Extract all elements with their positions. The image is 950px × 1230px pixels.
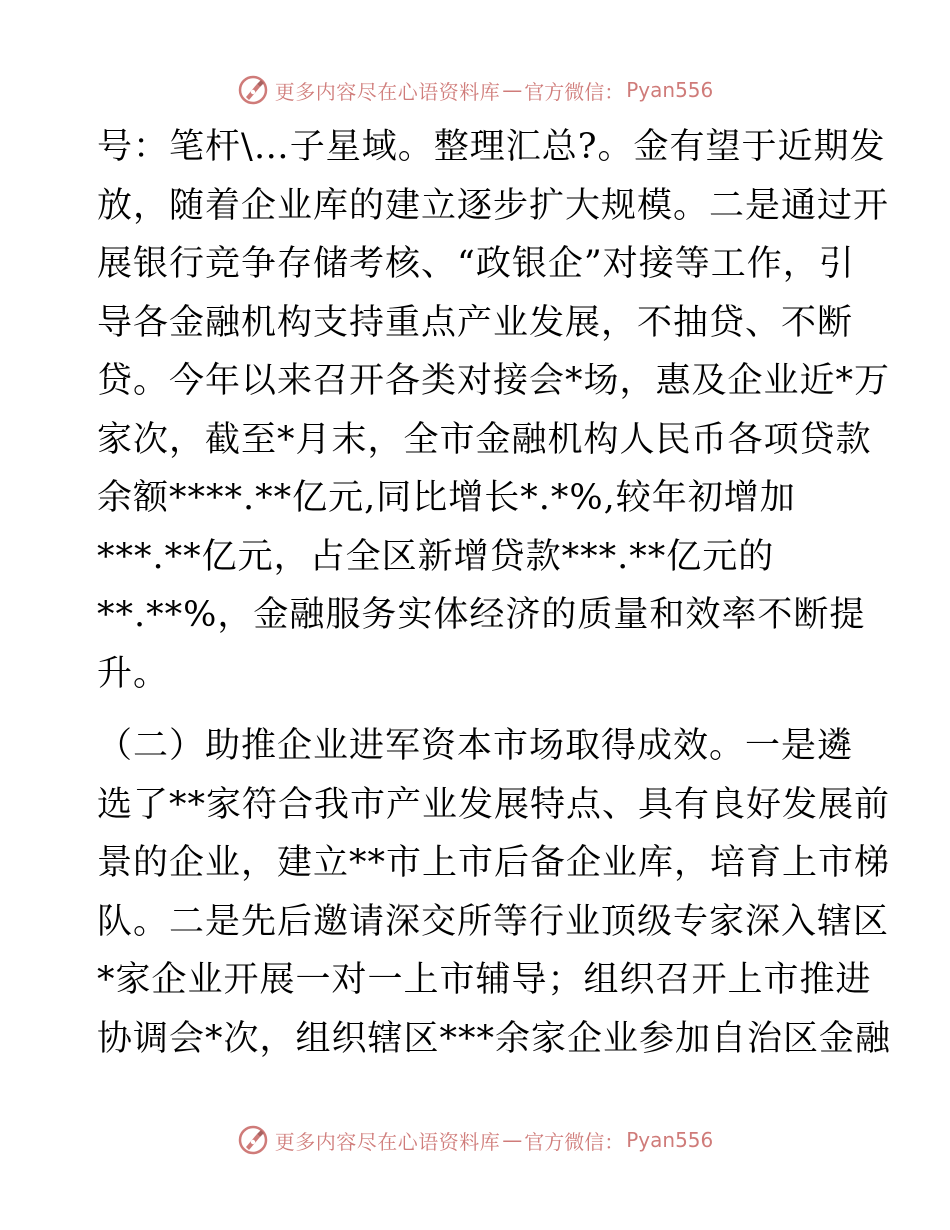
text-line: 景的企业，建立**市上市后备企业库，培育上市梯	[97, 843, 891, 883]
text-line: 余额****.**亿元,同比增长*.*%,较年初增加	[97, 478, 796, 518]
paragraph-2	[97, 717, 892, 1068]
text-line: 贷。今年以来召开各类对接会*场，惠及企业近*万	[97, 361, 891, 401]
pen-logo-icon	[237, 74, 269, 106]
text-line: （二）助推企业进军资本市场取得成效。一是遴	[97, 726, 854, 766]
document-body	[97, 118, 892, 1068]
watermark-separator: —	[502, 78, 523, 102]
watermark-separator: —	[502, 1128, 523, 1152]
text-line: 协调会*次，组织辖区***余家企业参加自治区金融	[97, 1018, 892, 1059]
text-line: 家次，截至*月末，全市金融机构人民币各项贷款	[97, 419, 872, 460]
text-line: 放，随着企业库的建立逐步扩大规模。二是通过开	[97, 185, 890, 226]
text-line: **.**%，金融服务实体经济的质量和效率不断提	[97, 595, 866, 635]
text-line: ***.**亿元，占全区新增贷款***.**亿元的	[97, 536, 775, 577]
text-line: 导各金融机构支持重点产业发展，不抽贷、不断	[97, 302, 854, 343]
text-line: 队。二是先后邀请深交所等行业顶级专家深入辖区	[97, 901, 890, 942]
text-line: 升。	[97, 653, 170, 694]
text-line: *家企业开展一对一上市辅导；组织召开上市推进	[97, 960, 872, 1000]
paragraph-gap	[97, 703, 857, 717]
watermark-wechat-id: Pyan556	[626, 1128, 714, 1152]
footer-watermark	[0, 1120, 950, 1160]
paragraph-1	[97, 118, 891, 703]
header-watermark	[0, 70, 950, 110]
watermark-text: 更多内容尽在心语资料库	[274, 79, 501, 104]
text-line: 号：笔杆\…子星域。整理汇总?。金有望于近期发	[97, 127, 886, 167]
watermark-text: 更多内容尽在心语资料库	[274, 1129, 501, 1154]
watermark-wechat-label: 官方微信：	[524, 79, 625, 104]
pen-logo-icon	[237, 1124, 269, 1156]
watermark-wechat-id: Pyan556	[626, 78, 714, 102]
text-line: 选了**家符合我市产业发展特点、具有良好发展前	[97, 784, 891, 825]
watermark-wechat-label: 官方微信：	[524, 1129, 625, 1154]
text-line: 展银行竞争存储考核、“政银企”对接等工作，引	[97, 244, 855, 284]
